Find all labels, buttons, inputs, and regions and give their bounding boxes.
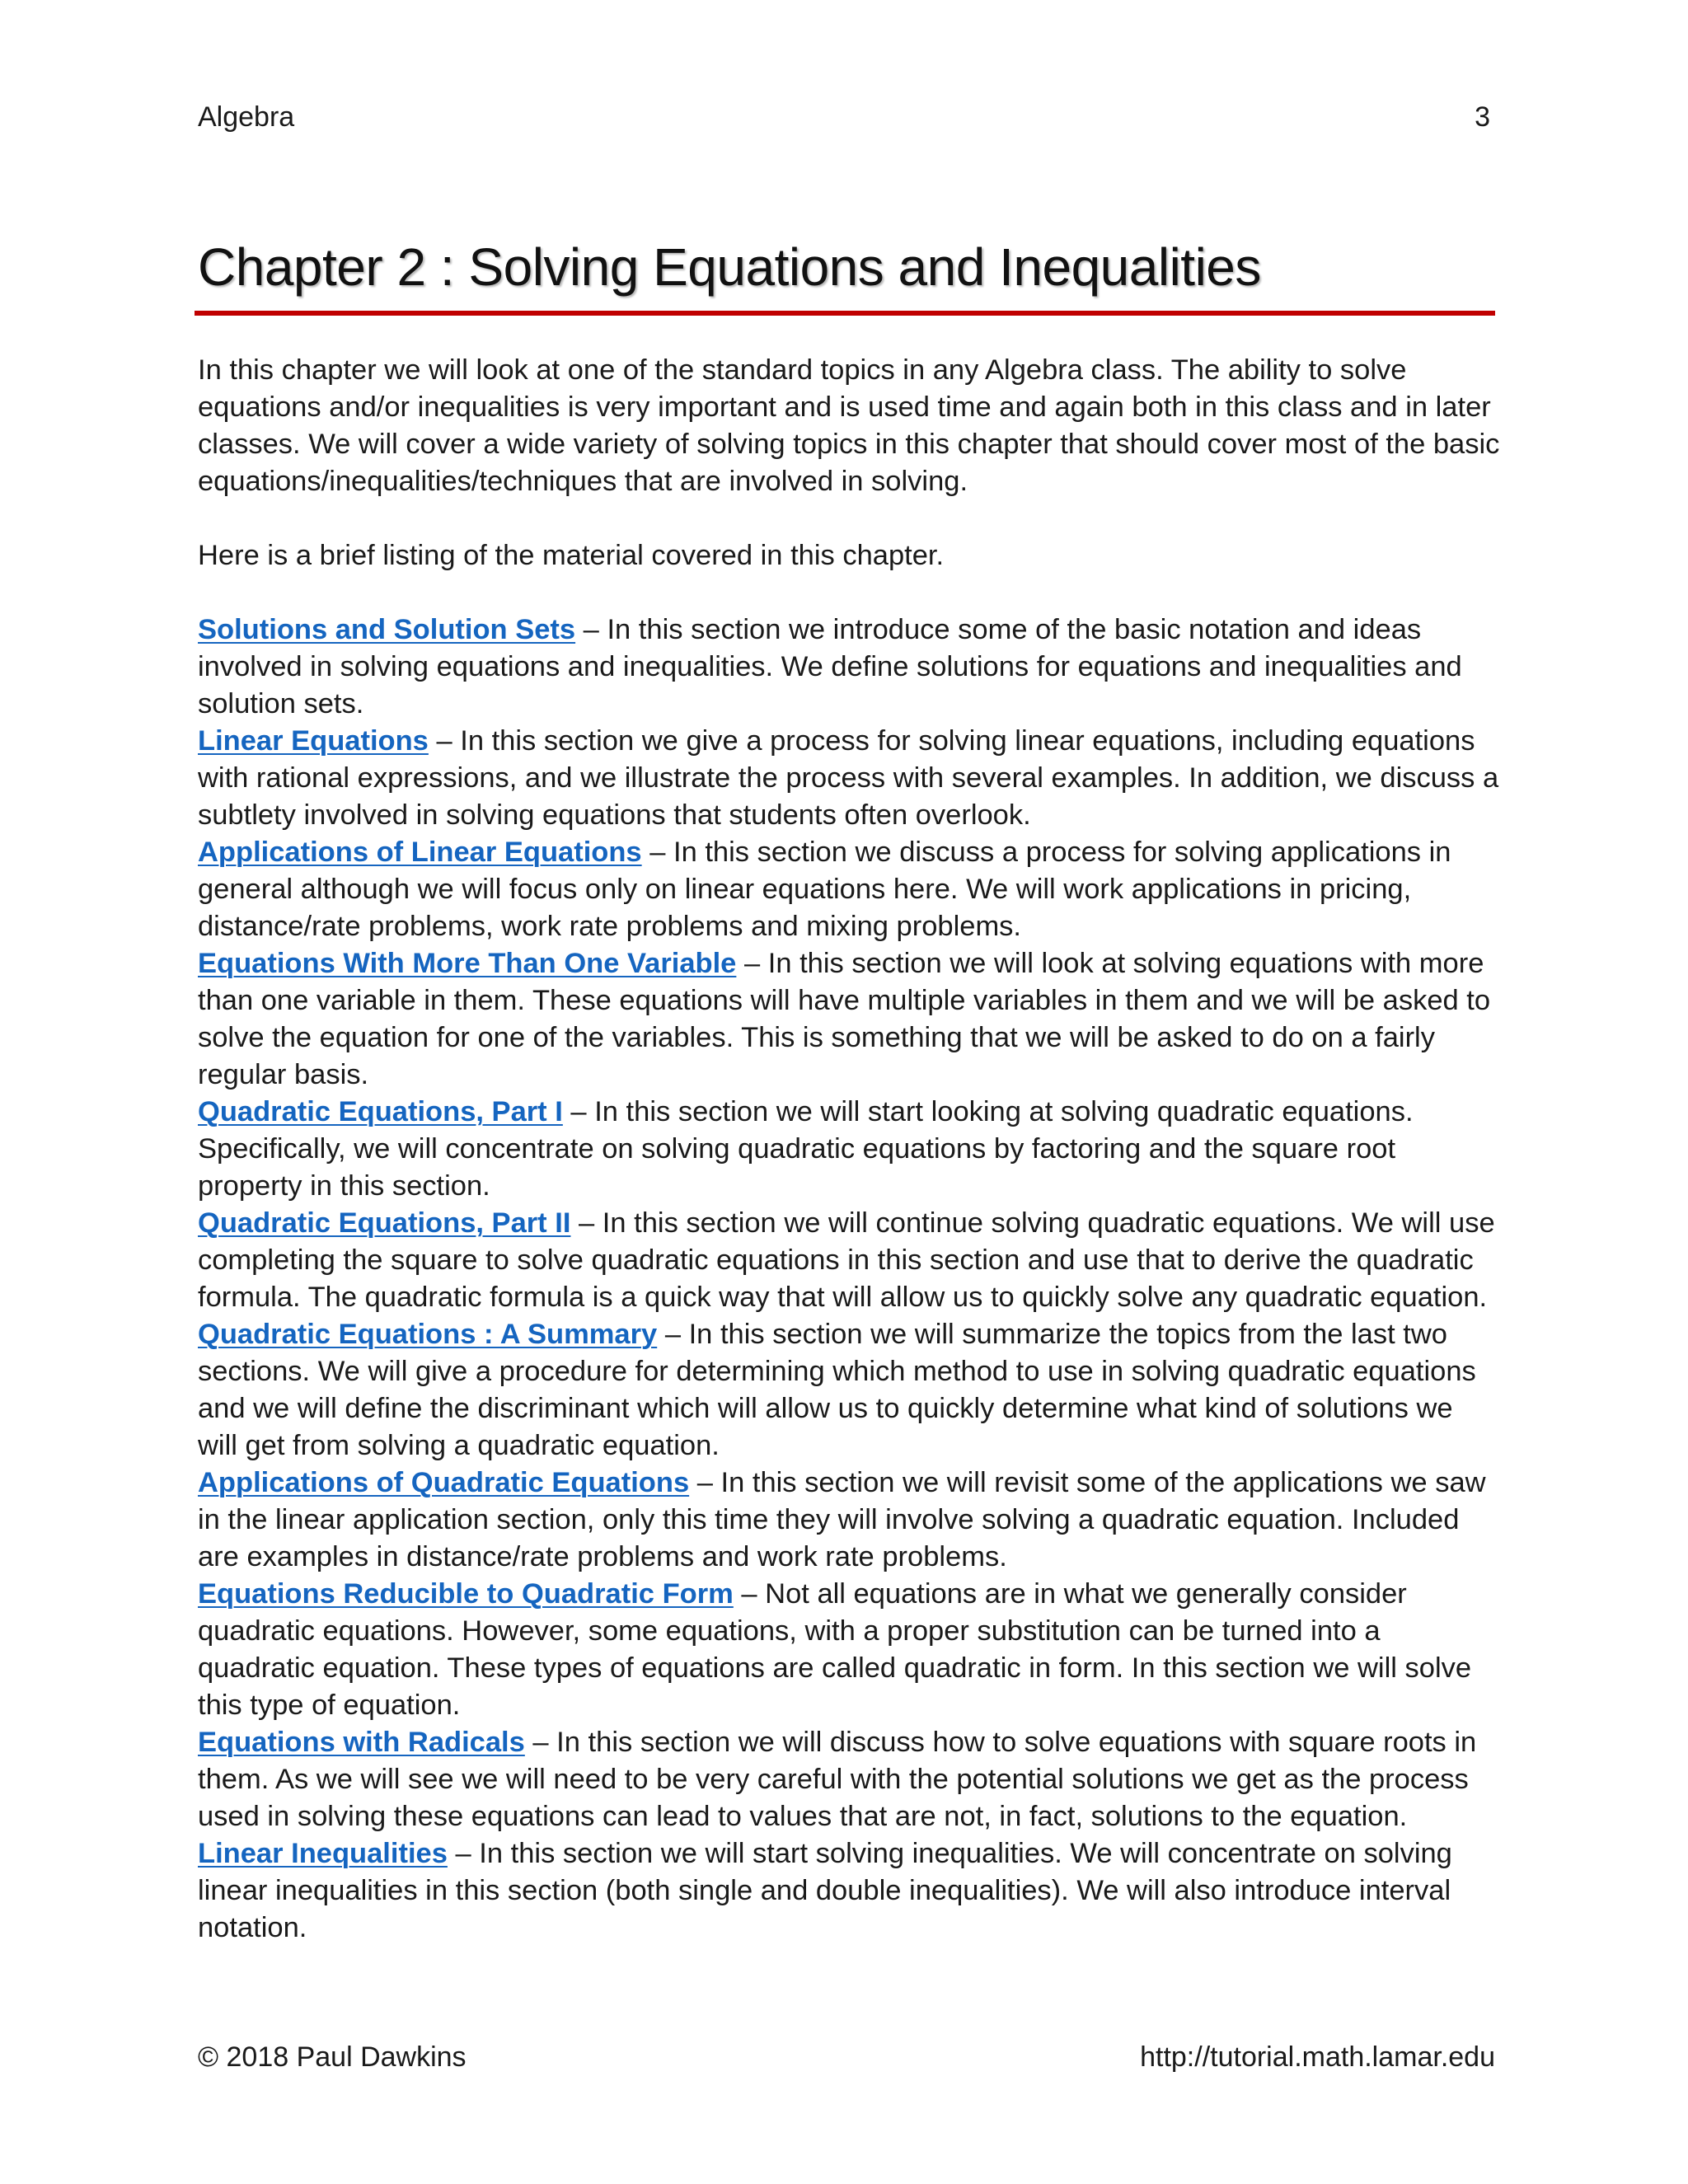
chapter-intro: In this chapter we will look at one of the standard topics in any Algebra class. The ability to solve equations and/or inequalities is very important and is used time and again both in this class and in later classes. We will cover a wide variety of solving topics in this chapter that should cover most of the basic equations/inequalities/techniques that are involved in solving. xyxy=(198,354,1500,497)
section-link-quadratic-equations-part-1[interactable]: Quadratic Equations, Part I xyxy=(198,1096,563,1127)
section-entry xyxy=(198,1094,1500,1205)
chapter-title: Chapter 2 : Solving Equations and Inequalities xyxy=(198,237,1261,297)
running-footer xyxy=(198,2039,1495,2075)
chapter-content xyxy=(198,352,1500,1947)
section-entry xyxy=(198,1316,1500,1465)
section-entry xyxy=(198,1576,1500,1724)
section-description: – In this section we will summarize the topics from the last two sections. We will give a procedure for determining which method to use in solving quadratic equations and we will define the discriminant which will allow us to quickly determine what kind of solutions we will get from solving a quadratic equation. xyxy=(198,1319,1476,1461)
section-list xyxy=(198,612,1500,1947)
section-description: – In this section we introduce some of the basic notation and ideas involved in solving equations and inequalities. We define solutions for equations and inequalities and solution sets. xyxy=(198,614,1462,719)
header-book-title: Algebra xyxy=(198,101,295,133)
section-description: – Not all equations are in what we generally consider quadratic equations. However, some equations, with a proper substitution can be turned into a quadratic equation. These types of equations are called quadratic in form. In this section we will solve this type of equation. xyxy=(198,1578,1472,1721)
section-entry xyxy=(198,945,1500,1094)
header-page-number: 3 xyxy=(1475,101,1490,133)
section-entry xyxy=(198,834,1500,945)
section-link-equations-with-radicals[interactable]: Equations with Radicals xyxy=(198,1727,525,1758)
section-entry xyxy=(198,1205,1500,1316)
footer-url: http://tutorial.math.lamar.edu xyxy=(1140,2041,1495,2073)
section-entry xyxy=(198,723,1500,834)
section-description: – In this section we will start looking at solving quadratic equations. Specifically, we will concentrate on solving quadratic equations by factoring and the square root property in this section. xyxy=(198,1096,1414,1202)
section-link-applications-of-quadratic-equations[interactable]: Applications of Quadratic Equations xyxy=(198,1467,690,1498)
section-link-linear-equations[interactable]: Linear Equations xyxy=(198,725,429,757)
section-description: – In this section we will continue solving quadratic equations. We will use completing the square to solve quadratic equations in this section and use that to derive the quadratic formula. The quadratic formula is a quick way that will allow us to quickly solve any quadratic equation. xyxy=(198,1207,1495,1313)
section-description: – In this section we discuss a process for solving applications in general although we will focus only on linear equations here. We will work applications in pricing, distance/rate problems, work rate problems and mixing problems. xyxy=(198,837,1451,942)
running-header xyxy=(198,99,1490,135)
section-description: – In this section we will start solving inequalities. We will concentrate on solving linear inequalities in this section (both single and double inequalities). We will also introduce interval notation. xyxy=(198,1838,1452,1943)
section-entry xyxy=(198,1465,1500,1576)
section-description: – In this section we will revisit some of the applications we saw in the linear application section, only this time they will involve solving a quadratic equation. Included are examples in distance/rate problems and work rate problems. xyxy=(198,1467,1486,1572)
listing-intro: Here is a brief listing of the material covered in this chapter. xyxy=(198,540,945,571)
section-link-quadratic-equations-part-2[interactable]: Quadratic Equations, Part II xyxy=(198,1207,571,1239)
footer-copyright: © 2018 Paul Dawkins xyxy=(198,2041,467,2073)
section-entry xyxy=(198,1724,1500,1835)
section-link-solutions-and-solution-sets[interactable]: Solutions and Solution Sets xyxy=(198,614,576,645)
section-link-linear-inequalities[interactable]: Linear Inequalities xyxy=(198,1838,448,1869)
title-rule xyxy=(195,311,1495,316)
section-link-applications-of-linear-equations[interactable]: Applications of Linear Equations xyxy=(198,837,642,868)
section-description: – In this section we will look at solving equations with more than one variable in them. These equations will have multiple variables in them and we will be asked to solve the equation for one of the variables. This is something that we will be asked to do on a fairly regular basis. xyxy=(198,948,1491,1090)
section-link-equations-reducible-to-quadratic-form[interactable]: Equations Reducible to Quadratic Form xyxy=(198,1578,734,1610)
section-link-quadratic-equations-summary[interactable]: Quadratic Equations : A Summary xyxy=(198,1319,658,1350)
section-description: – In this section we will discuss how to solve equations with square roots in them. As we will see we will need to be very careful with the potential solutions we get as the process used in solving these equations can lead to values that are not, in fact, solutions to the equation. xyxy=(198,1727,1477,1832)
section-description: – In this section we give a process for solving linear equations, including equations with rational expressions, and we illustrate the process with several examples. In addition, we discuss a subtlety involved in solving equations that students often overlook. xyxy=(198,725,1499,831)
section-entry xyxy=(198,612,1500,723)
section-link-equations-with-more-than-one-variable[interactable]: Equations With More Than One Variable xyxy=(198,948,737,979)
section-entry xyxy=(198,1835,1500,1947)
